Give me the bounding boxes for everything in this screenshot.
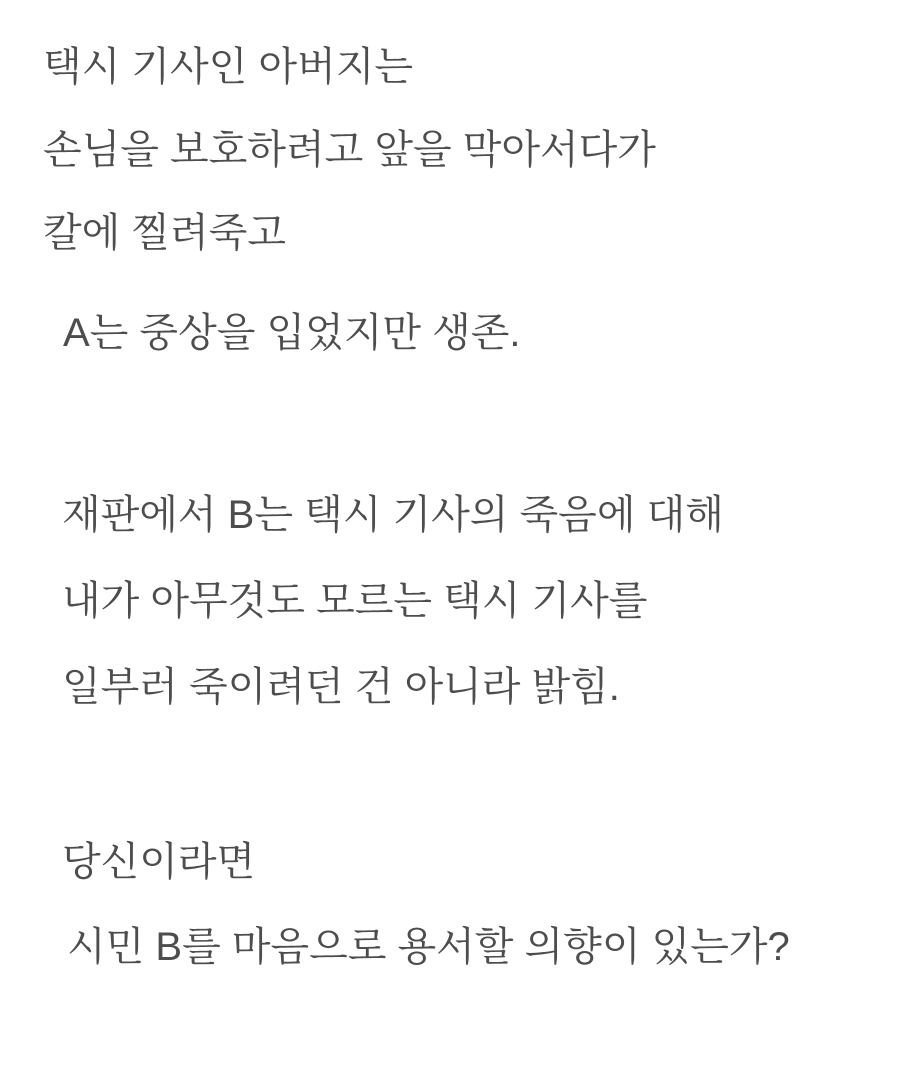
paragraph4-line2: 시민 B를 마음으로 용서할 의향이 있는가? [67, 925, 790, 969]
paragraph3-line2: 내가 아무것도 모르는 택시 기사를 [62, 579, 648, 623]
paragraph1-line3: 칼에 찔려죽고 [43, 211, 286, 255]
paragraph1-line1: 택시 기사인 아버지는 [43, 45, 413, 89]
paragraph4-line1: 당신이라면 [62, 840, 256, 884]
paragraph1-line2: 손님을 보호하려고 앞을 막아서다가 [43, 128, 656, 172]
paragraph2-line1: A는 중상을 입었지만 생존. [63, 311, 521, 355]
paragraph3-line1: 재판에서 B는 택시 기사의 죽음에 대해 [62, 493, 724, 537]
paragraph3-line3: 일부러 죽이려던 건 아니라 밝힘. [62, 665, 620, 709]
